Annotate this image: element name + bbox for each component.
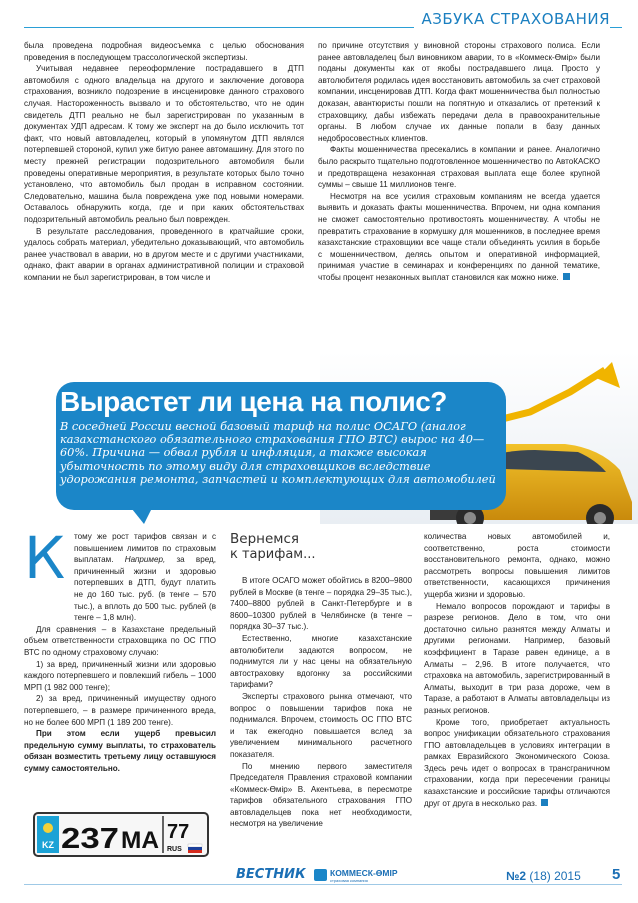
end-of-article-square-icon	[563, 273, 570, 280]
kommesk-logo-mark-icon	[314, 869, 327, 881]
bold-paragraph: При этом если ущерб превысил предельную сумму выплаты, то страхователь обязан возместить третьему лицу оставшуюся сумму самостоятельно.	[24, 729, 216, 773]
paragraph: В итоге ОСАГО может обойтись в 8200–9800 рублей в Москве (в тенге – порядка 29–35 тыс.), 7400–8800 рублей в Санкт-Петербурге и в 8600–10300 рублей в Челябинске (в тенге – порядка 30–37 тыс.).	[230, 576, 412, 632]
banner-lead: В соседней России весной базовый тариф на полис ОСАГО (аналог казахстанского обязательного страхования ГПО ВТС) вырос на 40—60%. Причина — обвал рубля и инфляция, а также высокая убыточность по этому виду для страховщиков вследствие удорожания ремонта, запчастей и комплектующих для автомобилей	[60, 420, 496, 486]
vestnik-logo: ВЕСТНИК	[236, 867, 306, 882]
flag-rus-icon	[188, 844, 202, 847]
paragraph: Учитывая недавнее переоформление пострадавшего в ДТП автомобиля с одного владельца на другого и заключение договора страхования, возникло подозрение в инсценировке данного страхового случая. Настороженность вызвало и то обстоятельство, что не один свидетель ДТП реально не был зарегистрирован по указанным в документах УДП адресам. К тому же эксперт на до было исключить тот факт, что новый автовладелец, который в упомянутом ДТП являлся потерпевшей стороной, купил уже битую ранее автомашину. Для этого по месту прежней регистрации подозрительного автомобиля были проведены оперативные мероприятия, в результате которых было точно установлено, что автомобиль был продан в исправном состоянии. Следовательно, машина была повреждена уже под новыми номерами. Оставалось обнаружить когда, где и при каких обстоятельствах подозрительный автомобиль реально был поврежден.	[24, 64, 304, 224]
issue-detail: (18) 2015	[529, 869, 581, 883]
footer-rule	[24, 884, 622, 885]
article-column-bottom-3	[424, 531, 610, 809]
plate-series: МА	[121, 827, 159, 854]
paragraph: 2) за вред, причиненный имуществу одного потерпевшего, – в размере причиненного вреда, но не более 600 МРП (1 189 200 тенге).	[24, 694, 216, 727]
paragraph-last	[318, 191, 600, 284]
paragraph: Немало вопросов порождают и тарифы в разрезе регионов. Дело в том, что они достаточно сильно разнятся между Алматы и другими регионами. Например, базовый коэффициент в Таразе равен единице, а в Алматы – 2,96. В итоге получается, что страховка на автомобиль, зарегистрированный в Алматы, выходит в три раза дороже, чем в Таразе, а работают в Алматы автовладельцы из разных регионов.	[424, 601, 610, 715]
paragraph: по причине отсутствия у виновной стороны страхового полиса. Если ранее автовладелец был виновником аварии, то в «Коммеск-Өмір» были поданы документы как от якобы пострадавшего лица. Просто у автолюбителя родилась идея восстановить автомобиль за счет страховой компании, инсценировав ДТП. Когда факт мошенничества был полностью доказан, авантюристы пошли на попятную и отказались от претензий к страховщику, дабы избежать передачи дела в правоохранительные органы. В любом случае их данные попали в базу данных недобросовестных клиентов.	[318, 41, 600, 143]
plate-number: 237	[61, 823, 119, 855]
paragraph: Эксперты страхового рынка отмечают, что вопрос о повышении тарифов пока не поднимался. Впрочем, стоимость ОС ГПО ВТС и так ежегодно повышается вслед за увеличением минимального расчетного показателя.	[230, 691, 412, 759]
end-of-article-square-icon	[541, 799, 548, 806]
banner	[0, 352, 638, 524]
lead-text: тому же рост тарифов связан и с повышением лимитов по страховым выплатам.	[74, 532, 216, 565]
license-plate-image	[33, 812, 209, 857]
subheading-line1: Вернемся	[230, 531, 299, 547]
banner-bubble-tail	[128, 504, 154, 524]
plate-kz-code: KZ	[42, 840, 54, 850]
lead-paragraph	[24, 531, 216, 624]
paragraph: Для сравнения – в Казахстане предельный объем ответственности страховщика по ОС ГПО ВТС по одному страховому случаю:	[24, 624, 216, 657]
paragraph: Естественно, многие казахстанские автолюбители задаются вопросом, не поднимутся ли у нас цены на обязательную автостраховку вдогонку за российскими тарифами?	[230, 633, 412, 690]
article-column-top-left	[24, 40, 304, 283]
kommesk-logo-text: КОММЕСК-ӨМІР	[330, 868, 398, 878]
lead-italic: Например,	[124, 555, 166, 565]
banner-title: Вырастет ли цена на полис?	[60, 386, 447, 417]
paragraph: 1) за вред, причиненный жизни или здоровью каждого потерпевшего и повлекший гибель – 1000 МРП (1 982 000 тенге);	[24, 659, 216, 692]
subheading	[230, 532, 316, 562]
page-number: 5	[612, 866, 621, 883]
article-column-bottom-1	[24, 531, 216, 774]
article-column-bottom-2	[230, 575, 412, 830]
article-column-top-right	[318, 40, 600, 283]
kommesk-logo-subtext: страховая компания	[330, 878, 368, 883]
subheading-line2: к тарифам...	[230, 547, 316, 562]
paragraph: Факты мошенничества пресекались в компании и ранее. Аналогично было раскрыто тщательно подготовленное мошенничество по АвтоКАСКО и предотвращена незаконная страховая выплата еще более крупной суммы – свыше 11 миллионов тенге.	[318, 145, 600, 190]
plate-region: 77	[167, 821, 190, 843]
plate-rus: RUS	[167, 846, 182, 853]
paragraph-last	[424, 717, 610, 810]
issue-info	[506, 869, 581, 883]
section-title: АЗБУКА СТРАХОВАНИЯ	[414, 10, 611, 28]
paragraph-text: Кроме того, приобретает актуальность вопрос унификации обязательного страхования ГПО автовладельцев в условиях интеграции в рамках Евразийского Экономического Союза. Здесь речь идет о вопросах в трансграничном страховании, когда при пересечении границы казахстанские и российские тарифы отличаются друг от друга в несколько раз.	[424, 717, 610, 808]
drop-cap: К	[24, 524, 66, 592]
paragraph: По мнению первого заместителя Председателя Правления страховой компании «Коммеск-Өмір» В. Акентьева, в пересмотре тарифов обязательного страхования ГПО автовладельцев пока нет необходимости, несмотря на увеличение	[230, 761, 412, 829]
issue-number: №2	[506, 869, 527, 883]
lead-rest: за вред, причиненный жизни и здоровью потерпевших в ДТП, будут платить не до 160 тыс. руб. (в тенге – 570 тыс.), а вплоть до 500 тыс. рублей (в тенге – 1,8 млн).	[74, 555, 217, 623]
paragraph: количества новых автомобилей и, соответственно, роста стоимости восстановительного ремонта, однако, можно рассмотреть вопросы повышения лимитов ответственности, касающихся причинения ущерба жизни и здоровью.	[424, 532, 610, 599]
paragraph-text: Несмотря на все усилия страховым компаниям не всегда удается выявить и доказать факты мошенничества. Впрочем, ни одна компания не сможет самостоятельно противостоять мошенничеству. А чтобы не превратить страхование в кормушку для мошенников, в последнее время казахстанские страховщики все чаще стали объединять усилия в борьбе с мошенничеством, делясь опытом и оперативной информацией, принимая участие в семинарах и конференциях по данной тематике, чтобы процент незаконных выплат становился как можно ниже.	[318, 191, 600, 282]
paragraph: была проведена подробная видеосъемка с целью обоснования проведения в последующем трассологической экспертизы.	[24, 41, 304, 62]
paragraph: В результате расследования, проведенного в кратчайшие сроки, удалось собрать материал, убедительно доказывающий, что автомобиль ранее участвовал в аварии, но в другом месте и с другими участниками, однако, факт аварии в органах административной полиции и страховой компании не был зарегистрирован, в том числе и	[24, 226, 304, 282]
